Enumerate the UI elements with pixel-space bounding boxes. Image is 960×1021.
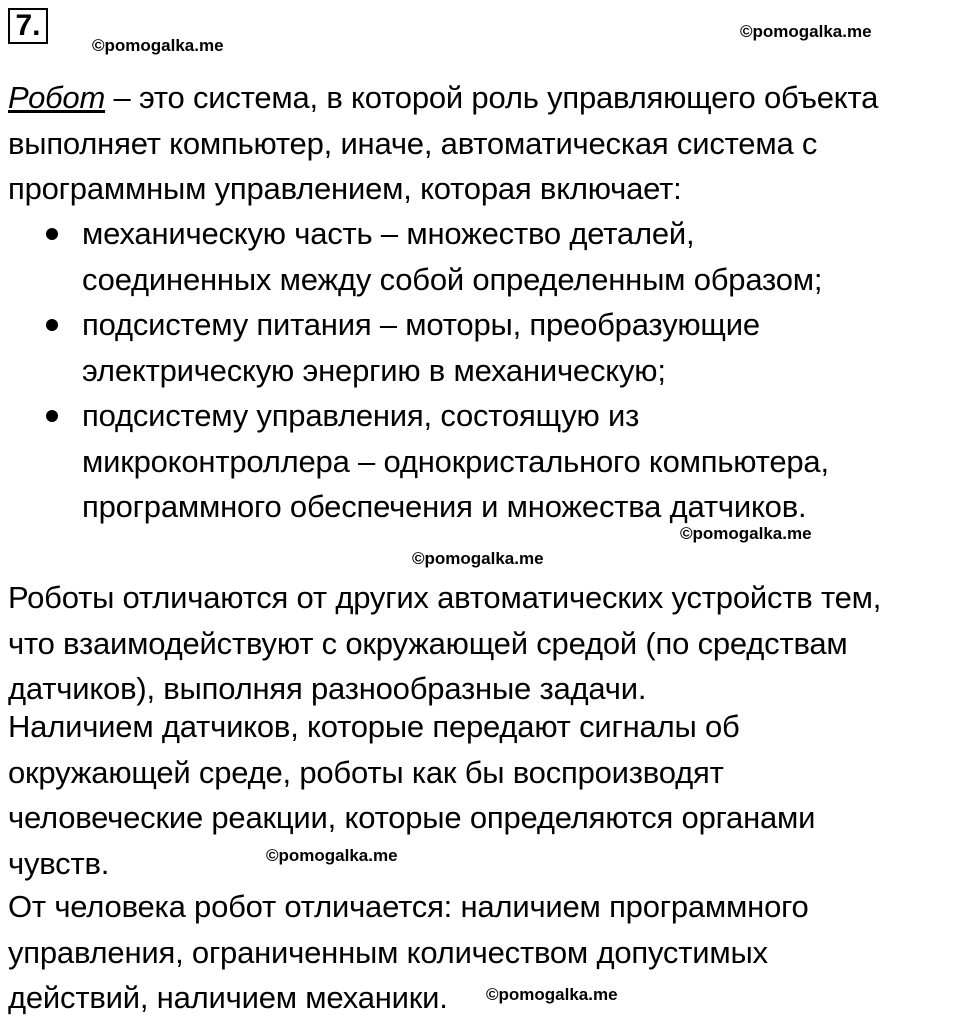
list-item-line: подсистему управления, состоящую из [82,398,640,433]
term-robot: Робот [8,80,106,115]
list-item-line: подсистему питания – моторы, преобразующие [82,307,760,342]
list-item [40,211,829,302]
watermark: ©pomogalka.me [412,549,544,568]
intro-line-1-rest: – это система, в которой роль управляющего объекта [105,80,879,115]
watermark: ©pomogalka.me [680,524,812,543]
paragraph-line: что взаимодействуют с окружающей средой (по средствам [8,625,848,661]
paragraph-line: От человека робот отличается: наличием программного [8,889,809,924]
list-item-line: программного обеспечения и множества датчиков. [82,489,807,524]
list-item-line: механическую часть – множество деталей, [82,216,695,251]
paragraph-line: чувств. [8,845,110,881]
list-item [40,302,829,393]
watermark: ©pomogalka.me [92,36,224,55]
watermark: ©pomogalka.me [486,985,618,1004]
bullet-icon [46,228,58,240]
intro-line-2: выполняет компьютер, иначе, автоматическая система с [8,125,818,161]
components-list [40,211,829,530]
list-item-line: электрическую энергию в механическую; [82,352,666,388]
intro-line-1 [8,75,878,121]
task-number: 7. [8,8,48,44]
watermark: ©pomogalka.me [740,22,872,41]
paragraph-line: управления, ограниченным количеством допустимых [8,934,768,970]
intro-line-3: программным управлением, которая включает: [8,171,682,206]
list-item [40,393,829,530]
paragraph-line: датчиков), выполняя разнообразные задачи. [8,671,647,706]
intro-paragraph [8,75,878,212]
paragraph-differences [8,575,881,712]
paragraph-sensors [8,704,815,886]
paragraph-human-vs-robot [8,884,809,1021]
bullet-icon [46,319,58,331]
paragraph-line: окружающей среде, роботы как бы воспроизводят [8,754,724,790]
list-item-line: микроконтроллера – однокристального компьютера, [82,443,829,479]
paragraph-line: человеческие реакции, которые определяются органами [8,800,816,835]
bullet-icon [46,410,58,422]
paragraph-line: Наличием датчиков, которые передают сигналы об [8,709,740,744]
paragraph-line: Роботы отличаются от других автоматических устройств тем, [8,580,882,615]
watermark: ©pomogalka.me [266,846,398,865]
list-item-line: соединенных между собой определенным образом; [82,261,823,297]
paragraph-line: действий, наличием механики. [8,980,448,1015]
